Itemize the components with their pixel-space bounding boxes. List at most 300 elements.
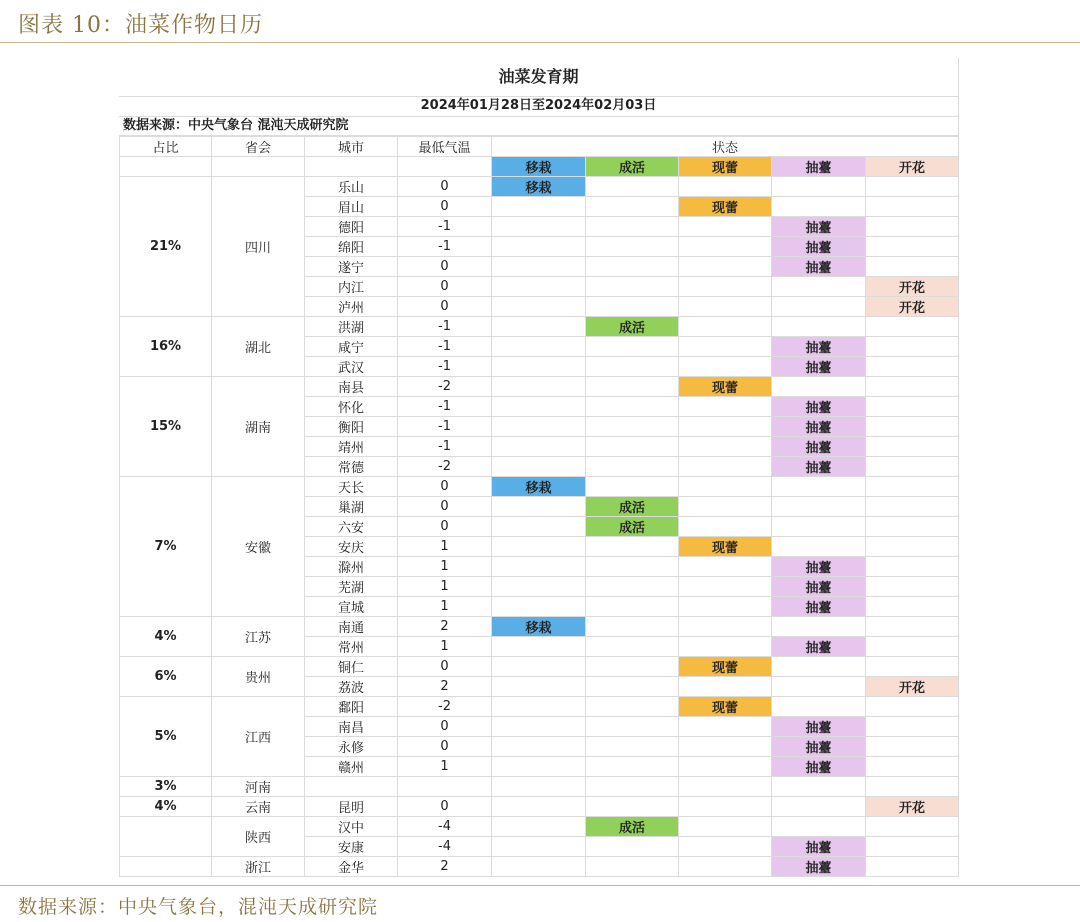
empty-status-cell [679,417,772,437]
stage-budding-cell: 现蕾 [679,197,772,217]
empty-status-cell [679,397,772,417]
empty-status-cell [679,437,772,457]
min-temp-cell: 0 [398,497,492,517]
stage-budding-cell: 现蕾 [679,537,772,557]
stage-bolting-cell: 抽薹 [772,557,866,577]
header-row [120,137,959,157]
sheet-title: 油菜发育期 [119,58,958,97]
city-cell: 安康 [305,837,398,857]
stage-survival-cell: 成活 [586,497,679,517]
min-temp-cell [398,777,492,797]
stage-bolting-cell: 抽薹 [772,757,866,777]
empty-status-cell [492,197,586,217]
empty-status-cell [492,517,586,537]
empty-status-cell [679,517,772,537]
legend-transplant: 移栽 [492,157,586,177]
province-cell: 河南 [212,777,305,797]
min-temp-cell: -1 [398,337,492,357]
empty-status-cell [586,677,679,697]
share-cell: 5% [120,697,212,777]
stage-transplant-cell: 移栽 [492,477,586,497]
legend-flowering: 开花 [866,157,959,177]
figure-title: 图表 10：油菜作物日历 [18,13,263,38]
title-rule [0,42,1080,43]
city-cell: 常德 [305,457,398,477]
empty-status-cell [586,397,679,417]
blank-cell [305,157,398,177]
empty-status-cell [866,317,959,337]
city-cell: 铜仁 [305,657,398,677]
empty-status-cell [866,257,959,277]
empty-status-cell [772,537,866,557]
min-temp-cell: 0 [398,737,492,757]
empty-status-cell [866,617,959,637]
empty-status-cell [866,857,959,877]
header-status: 状态 [492,137,959,157]
empty-status-cell [679,617,772,637]
city-cell: 德阳 [305,217,398,237]
legend-budding: 现蕾 [679,157,772,177]
share-cell: 15% [120,377,212,477]
empty-status-cell [586,837,679,857]
empty-status-cell [866,517,959,537]
empty-status-cell [772,777,866,797]
min-temp-cell: -1 [398,317,492,337]
share-cell: 21% [120,177,212,317]
empty-status-cell [866,497,959,517]
city-cell: 南县 [305,377,398,397]
empty-status-cell [492,637,586,657]
empty-status-cell [492,537,586,557]
empty-status-cell [492,857,586,877]
min-temp-cell: 1 [398,597,492,617]
empty-status-cell [586,757,679,777]
city-cell: 南通 [305,617,398,637]
stage-flowering-cell: 开花 [866,797,959,817]
table-row [120,177,959,197]
share-cell: 7% [120,477,212,617]
empty-status-cell [586,177,679,197]
empty-status-cell [492,717,586,737]
empty-status-cell [586,217,679,237]
empty-status-cell [492,817,586,837]
stage-flowering-cell: 开花 [866,277,959,297]
empty-status-cell [679,237,772,257]
stage-transplant-cell: 移栽 [492,177,586,197]
city-cell [305,777,398,797]
min-temp-cell: 0 [398,297,492,317]
empty-status-cell [866,737,959,757]
city-cell: 乐山 [305,177,398,197]
empty-status-cell [772,297,866,317]
city-cell: 永修 [305,737,398,757]
stage-survival-cell: 成活 [586,317,679,337]
share-cell: 3% [120,777,212,797]
header-share: 占比 [120,137,212,157]
min-temp-cell: 1 [398,577,492,597]
min-temp-cell: 0 [398,477,492,497]
stage-bolting-cell: 抽薹 [772,417,866,437]
empty-status-cell [866,377,959,397]
table-row [120,377,959,397]
date-range: 2024年01月28日至2024年02月03日 [119,96,958,117]
min-temp-cell: 0 [398,797,492,817]
empty-status-cell [586,597,679,617]
city-cell: 金华 [305,857,398,877]
table-row [120,317,959,337]
empty-status-cell [772,657,866,677]
min-temp-cell: 1 [398,757,492,777]
empty-status-cell [586,777,679,797]
empty-status-cell [586,617,679,637]
empty-status-cell [492,297,586,317]
min-temp-cell: -4 [398,837,492,857]
empty-status-cell [866,417,959,437]
empty-status-cell [679,317,772,337]
empty-status-cell [866,817,959,837]
empty-status-cell [492,737,586,757]
city-cell: 天长 [305,477,398,497]
blank-cell [398,157,492,177]
empty-status-cell [586,637,679,657]
city-cell: 南昌 [305,717,398,737]
empty-status-cell [679,857,772,877]
empty-status-cell [586,417,679,437]
min-temp-cell: -2 [398,457,492,477]
empty-status-cell [586,437,679,457]
empty-status-cell [772,617,866,637]
empty-status-cell [679,677,772,697]
min-temp-cell: 0 [398,277,492,297]
empty-status-cell [866,657,959,677]
empty-status-cell [679,717,772,737]
min-temp-cell: 2 [398,677,492,697]
province-cell: 四川 [212,177,305,317]
stage-bolting-cell: 抽薹 [772,577,866,597]
sheet-data-source: 数据来源：中央气象台 混沌天成研究院 [119,116,958,136]
empty-status-cell [586,737,679,757]
empty-status-cell [492,657,586,677]
empty-status-cell [679,737,772,757]
min-temp-cell: -1 [398,357,492,377]
empty-status-cell [586,577,679,597]
empty-status-cell [866,357,959,377]
table-row [120,777,959,797]
empty-status-cell [492,237,586,257]
city-cell: 内江 [305,277,398,297]
min-temp-cell: -1 [398,437,492,457]
header-min-temp: 最低气温 [398,137,492,157]
header-province: 省会 [212,137,305,157]
city-cell: 荔波 [305,677,398,697]
empty-status-cell [679,177,772,197]
stage-budding-cell: 现蕾 [679,657,772,677]
min-temp-cell: 2 [398,857,492,877]
empty-status-cell [866,237,959,257]
empty-status-cell [586,257,679,277]
empty-status-cell [866,637,959,657]
empty-status-cell [866,717,959,737]
empty-status-cell [772,177,866,197]
empty-status-cell [586,857,679,877]
min-temp-cell: -1 [398,397,492,417]
empty-status-cell [586,237,679,257]
empty-status-cell [679,217,772,237]
stage-budding-cell: 现蕾 [679,377,772,397]
empty-status-cell [772,497,866,517]
empty-status-cell [586,697,679,717]
province-cell: 湖北 [212,317,305,377]
stage-budding-cell: 现蕾 [679,697,772,717]
min-temp-cell: -2 [398,377,492,397]
stage-survival-cell: 成活 [586,817,679,837]
stage-survival-cell: 成活 [586,517,679,537]
empty-status-cell [679,257,772,277]
figure-source: 数据来源：中央气象台，混沌天成研究院 [18,896,379,918]
city-cell: 昆明 [305,797,398,817]
city-cell: 眉山 [305,197,398,217]
share-cell: 4% [120,797,212,817]
empty-status-cell [866,457,959,477]
city-cell: 巢湖 [305,497,398,517]
empty-status-cell [492,437,586,457]
empty-status-cell [866,557,959,577]
stage-bolting-cell: 抽薹 [772,257,866,277]
empty-status-cell [679,777,772,797]
empty-status-cell [492,837,586,857]
city-cell: 遂宁 [305,257,398,277]
min-temp-cell: -1 [398,237,492,257]
empty-status-cell [772,797,866,817]
empty-status-cell [679,637,772,657]
crop-calendar-table [119,136,959,877]
empty-status-cell [492,277,586,297]
blank-cell [120,157,212,177]
empty-status-cell [772,197,866,217]
empty-status-cell [772,677,866,697]
blank-cell [212,157,305,177]
empty-status-cell [866,577,959,597]
table-body [120,137,959,877]
province-cell: 陕西 [212,817,305,857]
empty-status-cell [679,837,772,857]
empty-status-cell [492,357,586,377]
stage-bolting-cell: 抽薹 [772,837,866,857]
empty-status-cell [586,797,679,817]
stage-bolting-cell: 抽薹 [772,397,866,417]
empty-status-cell [679,577,772,597]
empty-status-cell [492,697,586,717]
stage-transplant-cell: 移栽 [492,617,586,637]
city-cell: 鄱阳 [305,697,398,717]
empty-status-cell [772,817,866,837]
province-cell: 江苏 [212,617,305,657]
city-cell: 绵阳 [305,237,398,257]
table-row [120,697,959,717]
empty-status-cell [492,777,586,797]
empty-status-cell [492,577,586,597]
empty-status-cell [679,757,772,777]
empty-status-cell [772,377,866,397]
empty-status-cell [586,717,679,737]
min-temp-cell: -1 [398,217,492,237]
share-cell: 16% [120,317,212,377]
empty-status-cell [866,777,959,797]
stage-bolting-cell: 抽薹 [772,637,866,657]
city-cell: 六安 [305,517,398,537]
empty-status-cell [772,517,866,537]
empty-status-cell [866,337,959,357]
min-temp-cell: -4 [398,817,492,837]
city-cell: 怀化 [305,397,398,417]
empty-status-cell [679,297,772,317]
min-temp-cell: -1 [398,417,492,437]
empty-status-cell [586,357,679,377]
stage-flowering-cell: 开花 [866,297,959,317]
city-cell: 武汉 [305,357,398,377]
empty-status-cell [772,277,866,297]
empty-status-cell [492,757,586,777]
empty-status-cell [492,397,586,417]
stage-bolting-cell: 抽薹 [772,737,866,757]
city-cell: 洪湖 [305,317,398,337]
empty-status-cell [866,177,959,197]
empty-status-cell [679,597,772,617]
empty-status-cell [679,557,772,577]
table-row [120,857,959,877]
share-cell: 4% [120,617,212,657]
empty-status-cell [679,497,772,517]
empty-status-cell [866,437,959,457]
min-temp-cell: 0 [398,517,492,537]
share-cell: 6% [120,657,212,697]
empty-status-cell [492,557,586,577]
legend-bolting: 抽薹 [772,157,866,177]
min-temp-cell: 0 [398,197,492,217]
table-row [120,817,959,837]
empty-status-cell [492,257,586,277]
min-temp-cell: 1 [398,557,492,577]
city-cell: 芜湖 [305,577,398,597]
city-cell: 咸宁 [305,337,398,357]
min-temp-cell: 0 [398,717,492,737]
stage-bolting-cell: 抽薹 [772,437,866,457]
min-temp-cell: 0 [398,257,492,277]
province-cell: 湖南 [212,377,305,477]
stage-bolting-cell: 抽薹 [772,457,866,477]
empty-status-cell [866,197,959,217]
empty-status-cell [586,297,679,317]
city-cell: 衡阳 [305,417,398,437]
empty-status-cell [679,817,772,837]
empty-status-cell [866,537,959,557]
empty-status-cell [492,337,586,357]
sheet-right-edge [958,58,959,870]
empty-status-cell [679,337,772,357]
min-temp-cell: 1 [398,537,492,557]
empty-status-cell [866,837,959,857]
empty-status-cell [586,457,679,477]
city-cell: 赣州 [305,757,398,777]
min-temp-cell: 0 [398,177,492,197]
share-cell [120,857,212,877]
empty-status-cell [679,277,772,297]
province-cell: 云南 [212,797,305,817]
empty-status-cell [866,217,959,237]
empty-status-cell [772,317,866,337]
table-row [120,617,959,637]
province-cell: 江西 [212,697,305,777]
empty-status-cell [492,417,586,437]
province-cell: 安徽 [212,477,305,617]
empty-status-cell [679,457,772,477]
city-cell: 常州 [305,637,398,657]
empty-status-cell [866,397,959,417]
stage-bolting-cell: 抽薹 [772,217,866,237]
min-temp-cell: -2 [398,697,492,717]
share-cell [120,817,212,857]
empty-status-cell [492,497,586,517]
min-temp-cell: 2 [398,617,492,637]
city-cell: 滁州 [305,557,398,577]
empty-status-cell [772,697,866,717]
empty-status-cell [586,277,679,297]
stage-flowering-cell: 开花 [866,677,959,697]
empty-status-cell [492,797,586,817]
min-temp-cell: 0 [398,657,492,677]
empty-status-cell [492,597,586,617]
empty-status-cell [586,197,679,217]
empty-status-cell [586,477,679,497]
empty-status-cell [866,757,959,777]
city-cell: 安庆 [305,537,398,557]
empty-status-cell [586,557,679,577]
empty-status-cell [866,597,959,617]
empty-status-cell [492,457,586,477]
city-cell: 泸州 [305,297,398,317]
city-cell: 汉中 [305,817,398,837]
crop-calendar-sheet [119,58,958,876]
empty-status-cell [586,337,679,357]
table-row [120,477,959,497]
empty-status-cell [492,677,586,697]
empty-status-cell [586,377,679,397]
stage-bolting-cell: 抽薹 [772,597,866,617]
legend-survival: 成活 [586,157,679,177]
empty-status-cell [492,217,586,237]
stage-bolting-cell: 抽薹 [772,717,866,737]
empty-status-cell [679,797,772,817]
stage-bolting-cell: 抽薹 [772,237,866,257]
empty-status-cell [492,377,586,397]
footer-rule [0,885,1080,886]
empty-status-cell [586,657,679,677]
empty-status-cell [866,477,959,497]
stage-bolting-cell: 抽薹 [772,857,866,877]
empty-status-cell [492,317,586,337]
status-legend-row [120,157,959,177]
province-cell: 贵州 [212,657,305,697]
table-row [120,797,959,817]
empty-status-cell [679,477,772,497]
min-temp-cell: 1 [398,637,492,657]
city-cell: 靖州 [305,437,398,457]
province-cell: 浙江 [212,857,305,877]
empty-status-cell [866,697,959,717]
city-cell: 宣城 [305,597,398,617]
empty-status-cell [772,477,866,497]
stage-bolting-cell: 抽薹 [772,357,866,377]
